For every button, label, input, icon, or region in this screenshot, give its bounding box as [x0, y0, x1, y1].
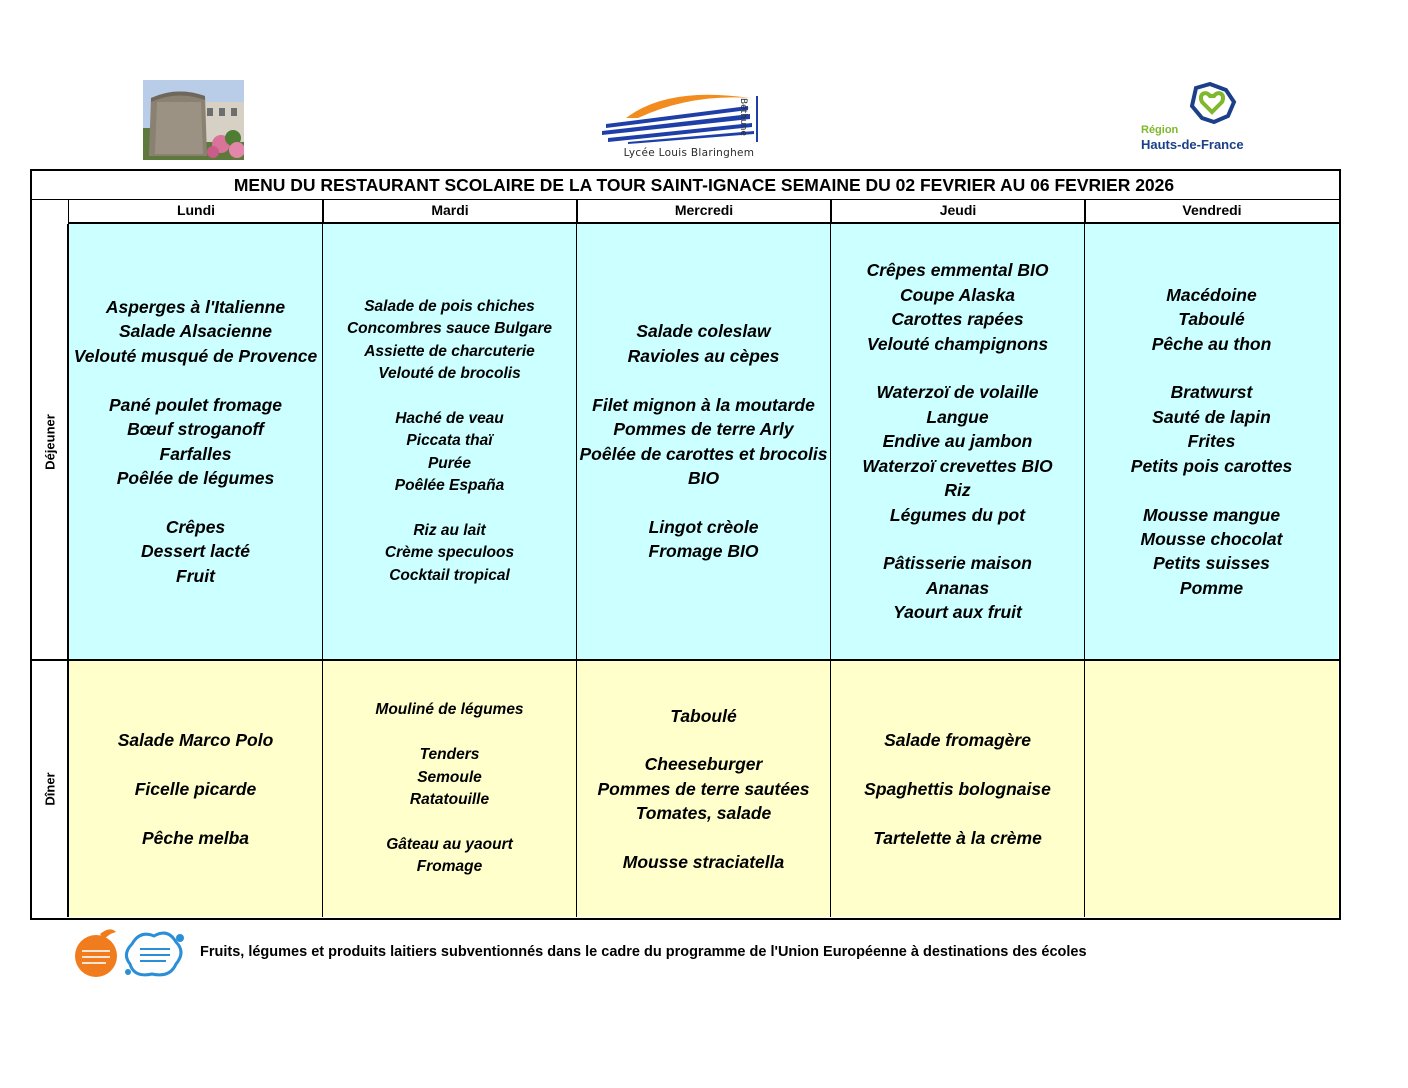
menu-item: Asperges à l'Italienne: [105, 297, 286, 318]
menu-item: Cheeseburger: [644, 754, 763, 775]
meal-row-diner: [32, 661, 1339, 917]
row-label-diner: Dîner: [42, 772, 57, 806]
menu-item: Velouté champignons: [866, 333, 1049, 354]
menu-item: Waterzoï crevettes BIO: [862, 455, 1053, 476]
menu-item: Fromage: [416, 858, 483, 876]
menu-item: Bratwurst: [1170, 382, 1253, 403]
day-header-row: [68, 200, 1339, 224]
menu-item: Pêche au thon: [1151, 333, 1272, 354]
lycee-name-label: Lycée Louis Blaringhem: [623, 147, 755, 159]
menu-item: Tomates, salade: [635, 803, 772, 824]
menu-item: Concombres sauce Bulgare: [346, 320, 552, 338]
menu-item: Piccata thaï: [406, 432, 493, 450]
day-header-lundi: Lundi: [176, 202, 216, 218]
region-hauts-de-france-logo: [1138, 82, 1288, 154]
menu-item: Langue: [926, 406, 989, 427]
menu-item: Poêlée España: [394, 477, 505, 495]
menu-cell-dejeuner-vendredi: [1084, 224, 1338, 659]
menu-item: Crêpes emmental BIO: [866, 260, 1049, 281]
menu-item: Riz au lait: [413, 521, 486, 539]
menu-item: Salade de pois chiches: [364, 297, 535, 315]
menu-item: Mouliné de légumes: [375, 701, 524, 719]
menu-item: Tartelette à la crème: [873, 827, 1042, 848]
menu-item: Crème speculoos: [384, 544, 515, 562]
day-header-jeudi: Jeudi: [939, 202, 977, 218]
menu-item: Taboulé: [1178, 309, 1245, 330]
menu-item: Fromage BIO: [648, 541, 759, 562]
footer-logos: [70, 924, 186, 980]
day-header-mardi: Mardi: [431, 202, 469, 218]
row-label-cell: [32, 661, 69, 917]
lycee-louis-blaringhem-logo: [598, 88, 780, 162]
menu-item: Assiette de charcuterie: [364, 342, 535, 360]
menu-item: Farfalles: [159, 443, 232, 464]
footer-subsidy-text: Fruits, légumes et produits laitiers subventionnés dans le cadre du programme de l'Union Européenne à destinations des écoles: [200, 944, 1087, 960]
row-label-cell: [32, 224, 69, 659]
menu-item: Mousse straciatella: [622, 852, 785, 872]
menu-item: Semoule: [417, 768, 482, 786]
menu-item: Petits suisses: [1153, 553, 1270, 574]
meal-row-dejeuner: [32, 224, 1339, 661]
menu-item: Macédoine: [1166, 284, 1257, 305]
menu-item: Sauté de lapin: [1152, 406, 1271, 427]
menu-item: Cocktail tropical: [389, 566, 510, 584]
fruits-legumes-ecole-logo: [75, 929, 117, 977]
day-header-vendredi: Vendredi: [1182, 202, 1242, 218]
menu-item: Yaourt aux fruit: [893, 602, 1022, 623]
region-line1: Région: [1141, 124, 1179, 136]
menu-item: Légumes du pot: [889, 504, 1026, 525]
menu-item: Ananas: [925, 577, 990, 598]
menu-item: Waterzoï de volaille: [876, 382, 1039, 403]
menu-item: Ravioles au cèpes: [627, 345, 780, 366]
menu-item: Filet mignon à la moutarde: [592, 394, 815, 415]
menu-cell-dejeuner-jeudi: [830, 224, 1084, 659]
menu-item: Frites: [1187, 431, 1236, 452]
menu-item: Gâteau au yaourt: [386, 835, 513, 853]
menu-item: Lingot crèole: [648, 516, 759, 537]
menu-item: Salade Alsacienne: [118, 321, 273, 342]
menu-item: Haché de veau: [395, 409, 504, 427]
menu-item: Pêche melba: [142, 827, 249, 848]
menu-item: Riz: [944, 480, 971, 501]
menu-item: Pâtisserie maison: [883, 553, 1032, 574]
menu-item: Coupe Alaska: [899, 284, 1016, 305]
region-line2: Hauts-de-France: [1141, 137, 1244, 152]
menu-item: Poêlée de légumes: [116, 467, 275, 488]
menu-cell-diner-mardi: [322, 661, 576, 917]
menu-item: Salade fromagère: [884, 730, 1031, 750]
menu-cell-diner-jeudi: [830, 661, 1084, 917]
menu-table: [30, 169, 1341, 920]
menu-item: Salade Marco Polo: [117, 730, 274, 750]
tower-photo: [143, 80, 244, 160]
menu-item: Bœuf stroganoff: [127, 419, 264, 440]
menu-item: Ficelle picarde: [134, 778, 257, 799]
lait-produits-laitiers-ecole-logo: [125, 933, 184, 975]
menu-item: Mousse chocolat: [1140, 528, 1283, 549]
menu-item: Pané poulet fromage: [108, 394, 283, 415]
row-label-dejeuner: Déjeuner: [42, 413, 57, 470]
menu-item: BIO: [687, 467, 720, 488]
menu-cell-diner-lundi: [68, 661, 322, 917]
menu-item: Purée: [427, 454, 472, 472]
menu-item: Dessert lacté: [141, 541, 250, 562]
menu-item: Petits pois carottes: [1130, 455, 1293, 476]
menu-item: Pommes de terre sautées: [597, 778, 810, 799]
menu-cell-diner-mercredi: [576, 661, 830, 917]
menu-item: Carottes rapées: [891, 309, 1024, 330]
menu-item: Fruit: [176, 565, 215, 586]
menu-item: Taboulé: [670, 705, 737, 726]
menu-item: Pommes de terre Arly: [613, 419, 794, 440]
menu-item: Poêlée de carottes et brocolis: [579, 443, 828, 464]
lycee-city-label: Béthune: [738, 98, 748, 136]
menu-item: Tenders: [419, 746, 480, 764]
menu-item: Velouté musqué de Provence: [73, 345, 318, 366]
menu-cell-dejeuner-lundi: [68, 224, 322, 659]
menu-cell-dejeuner-mardi: [322, 224, 576, 659]
menu-item: Mousse mangue: [1142, 504, 1281, 525]
menu-item: Velouté de brocolis: [378, 365, 521, 383]
title-row: [32, 171, 1339, 200]
menu-item: Spaghettis bolognaise: [864, 778, 1051, 799]
menu-item: Endive au jambon: [882, 431, 1033, 452]
menu-item: Ratatouille: [409, 791, 490, 808]
menu-item: Pomme: [1179, 577, 1244, 598]
menu-cell-dejeuner-mercredi: [576, 224, 830, 659]
menu-cell-diner-vendredi: [1084, 661, 1338, 917]
menu-title: MENU DU RESTAURANT SCOLAIRE DE LA TOUR SAINT-IGNACE SEMAINE DU 02 FEVRIER AU 06 FEVRIER 2026: [233, 175, 1175, 195]
day-header-mercredi: Mercredi: [674, 202, 734, 218]
menu-item: Salade coleslaw: [636, 321, 771, 342]
menu-item: Crêpes: [165, 516, 226, 537]
